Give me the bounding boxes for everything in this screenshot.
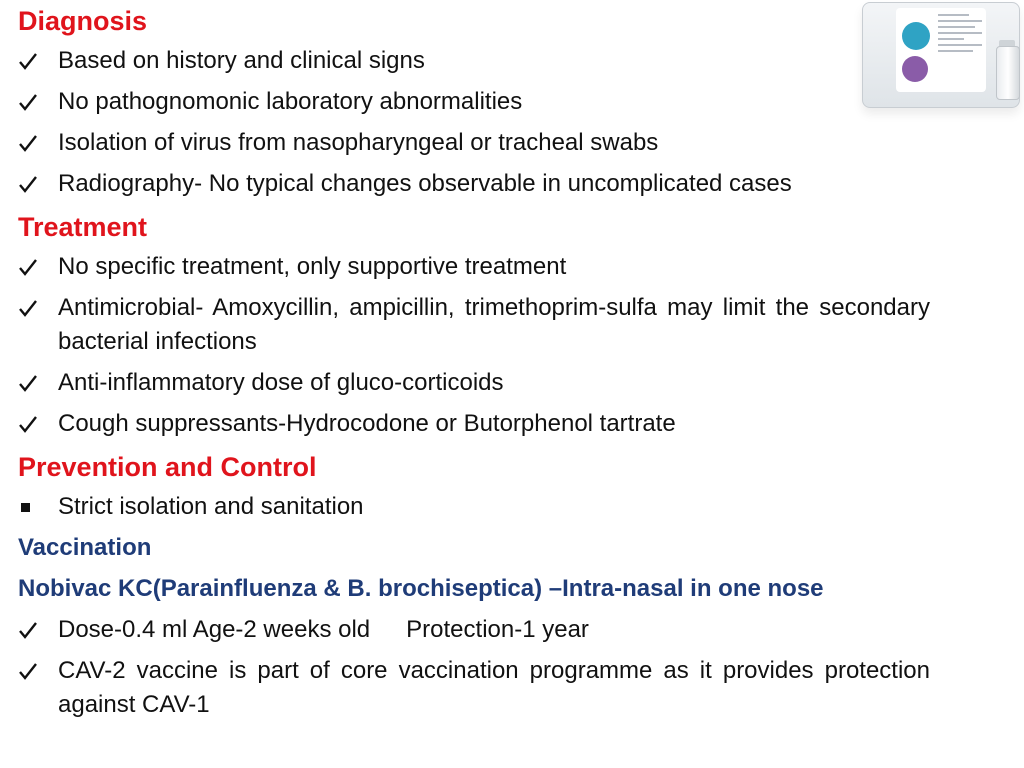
square-bullet-icon xyxy=(18,490,58,524)
checkmark-icon xyxy=(18,44,58,78)
list-item xyxy=(18,291,930,359)
checkmark-icon xyxy=(18,407,58,441)
checkmark-icon xyxy=(18,85,58,119)
list-item-text: Antimicrobial- Amoxycillin, ampicillin, trimethoprim-sulfa may limit the secondary bacterial infections xyxy=(58,294,930,355)
list-item xyxy=(18,407,930,441)
list-item xyxy=(18,654,930,722)
list-item xyxy=(18,167,930,201)
label-text-lines xyxy=(938,14,982,56)
list-item xyxy=(18,250,930,284)
treatment-heading: Treatment xyxy=(18,212,148,242)
diagnosis-heading: Diagnosis xyxy=(18,6,148,36)
list-item xyxy=(18,490,930,524)
list-item-text xyxy=(58,613,930,647)
checkmark-icon xyxy=(18,167,58,201)
list-item xyxy=(18,366,930,400)
dog-badge-icon xyxy=(902,22,930,50)
checkmark-icon xyxy=(18,613,58,647)
checkmark-icon xyxy=(18,291,58,325)
list-item-text: Based on history and clinical signs xyxy=(58,47,425,74)
slide-content xyxy=(18,2,930,729)
list-item-text: No specific treatment, only supportive treatment xyxy=(58,253,567,280)
prevention-heading: Prevention and Control xyxy=(18,452,317,482)
protection-text: Protection-1 year xyxy=(406,616,589,643)
checkmark-icon xyxy=(18,126,58,160)
checkmark-icon xyxy=(18,654,58,688)
list-item-text: Isolation of virus from nasopharyngeal or tracheal swabs xyxy=(58,129,659,156)
vaccination-heading: Vaccination xyxy=(18,534,152,561)
dose-badge-icon xyxy=(902,56,928,82)
dose-text: Dose-0.4 ml Age-2 weeks old xyxy=(58,616,371,643)
list-item xyxy=(18,126,930,160)
checkmark-icon xyxy=(18,366,58,400)
list-item xyxy=(18,44,930,78)
list-item-text: Strict isolation and sanitation xyxy=(58,493,364,520)
vaccine-vial-icon xyxy=(996,46,1020,100)
checkmark-icon xyxy=(18,250,58,284)
list-item-text: Cough suppressants-Hydrocodone or Butorphenol tartrate xyxy=(58,410,676,437)
vaccine-product-line: Nobivac KC(Parainfluenza & B. brochiseptica) –Intra-nasal in one nose xyxy=(18,575,824,602)
list-item-text: CAV-2 vaccine is part of core vaccination programme as it provides protection against CAV-1 xyxy=(58,657,930,718)
list-item xyxy=(18,85,930,119)
vaccine-package-image xyxy=(858,0,1024,122)
list-item-text: Anti-inflammatory dose of gluco-corticoids xyxy=(58,369,504,396)
list-item-text: No pathognomonic laboratory abnormalities xyxy=(58,88,523,115)
list-item-text: Radiography- No typical changes observable in uncomplicated cases xyxy=(58,170,792,197)
list-item-dose xyxy=(18,613,930,647)
